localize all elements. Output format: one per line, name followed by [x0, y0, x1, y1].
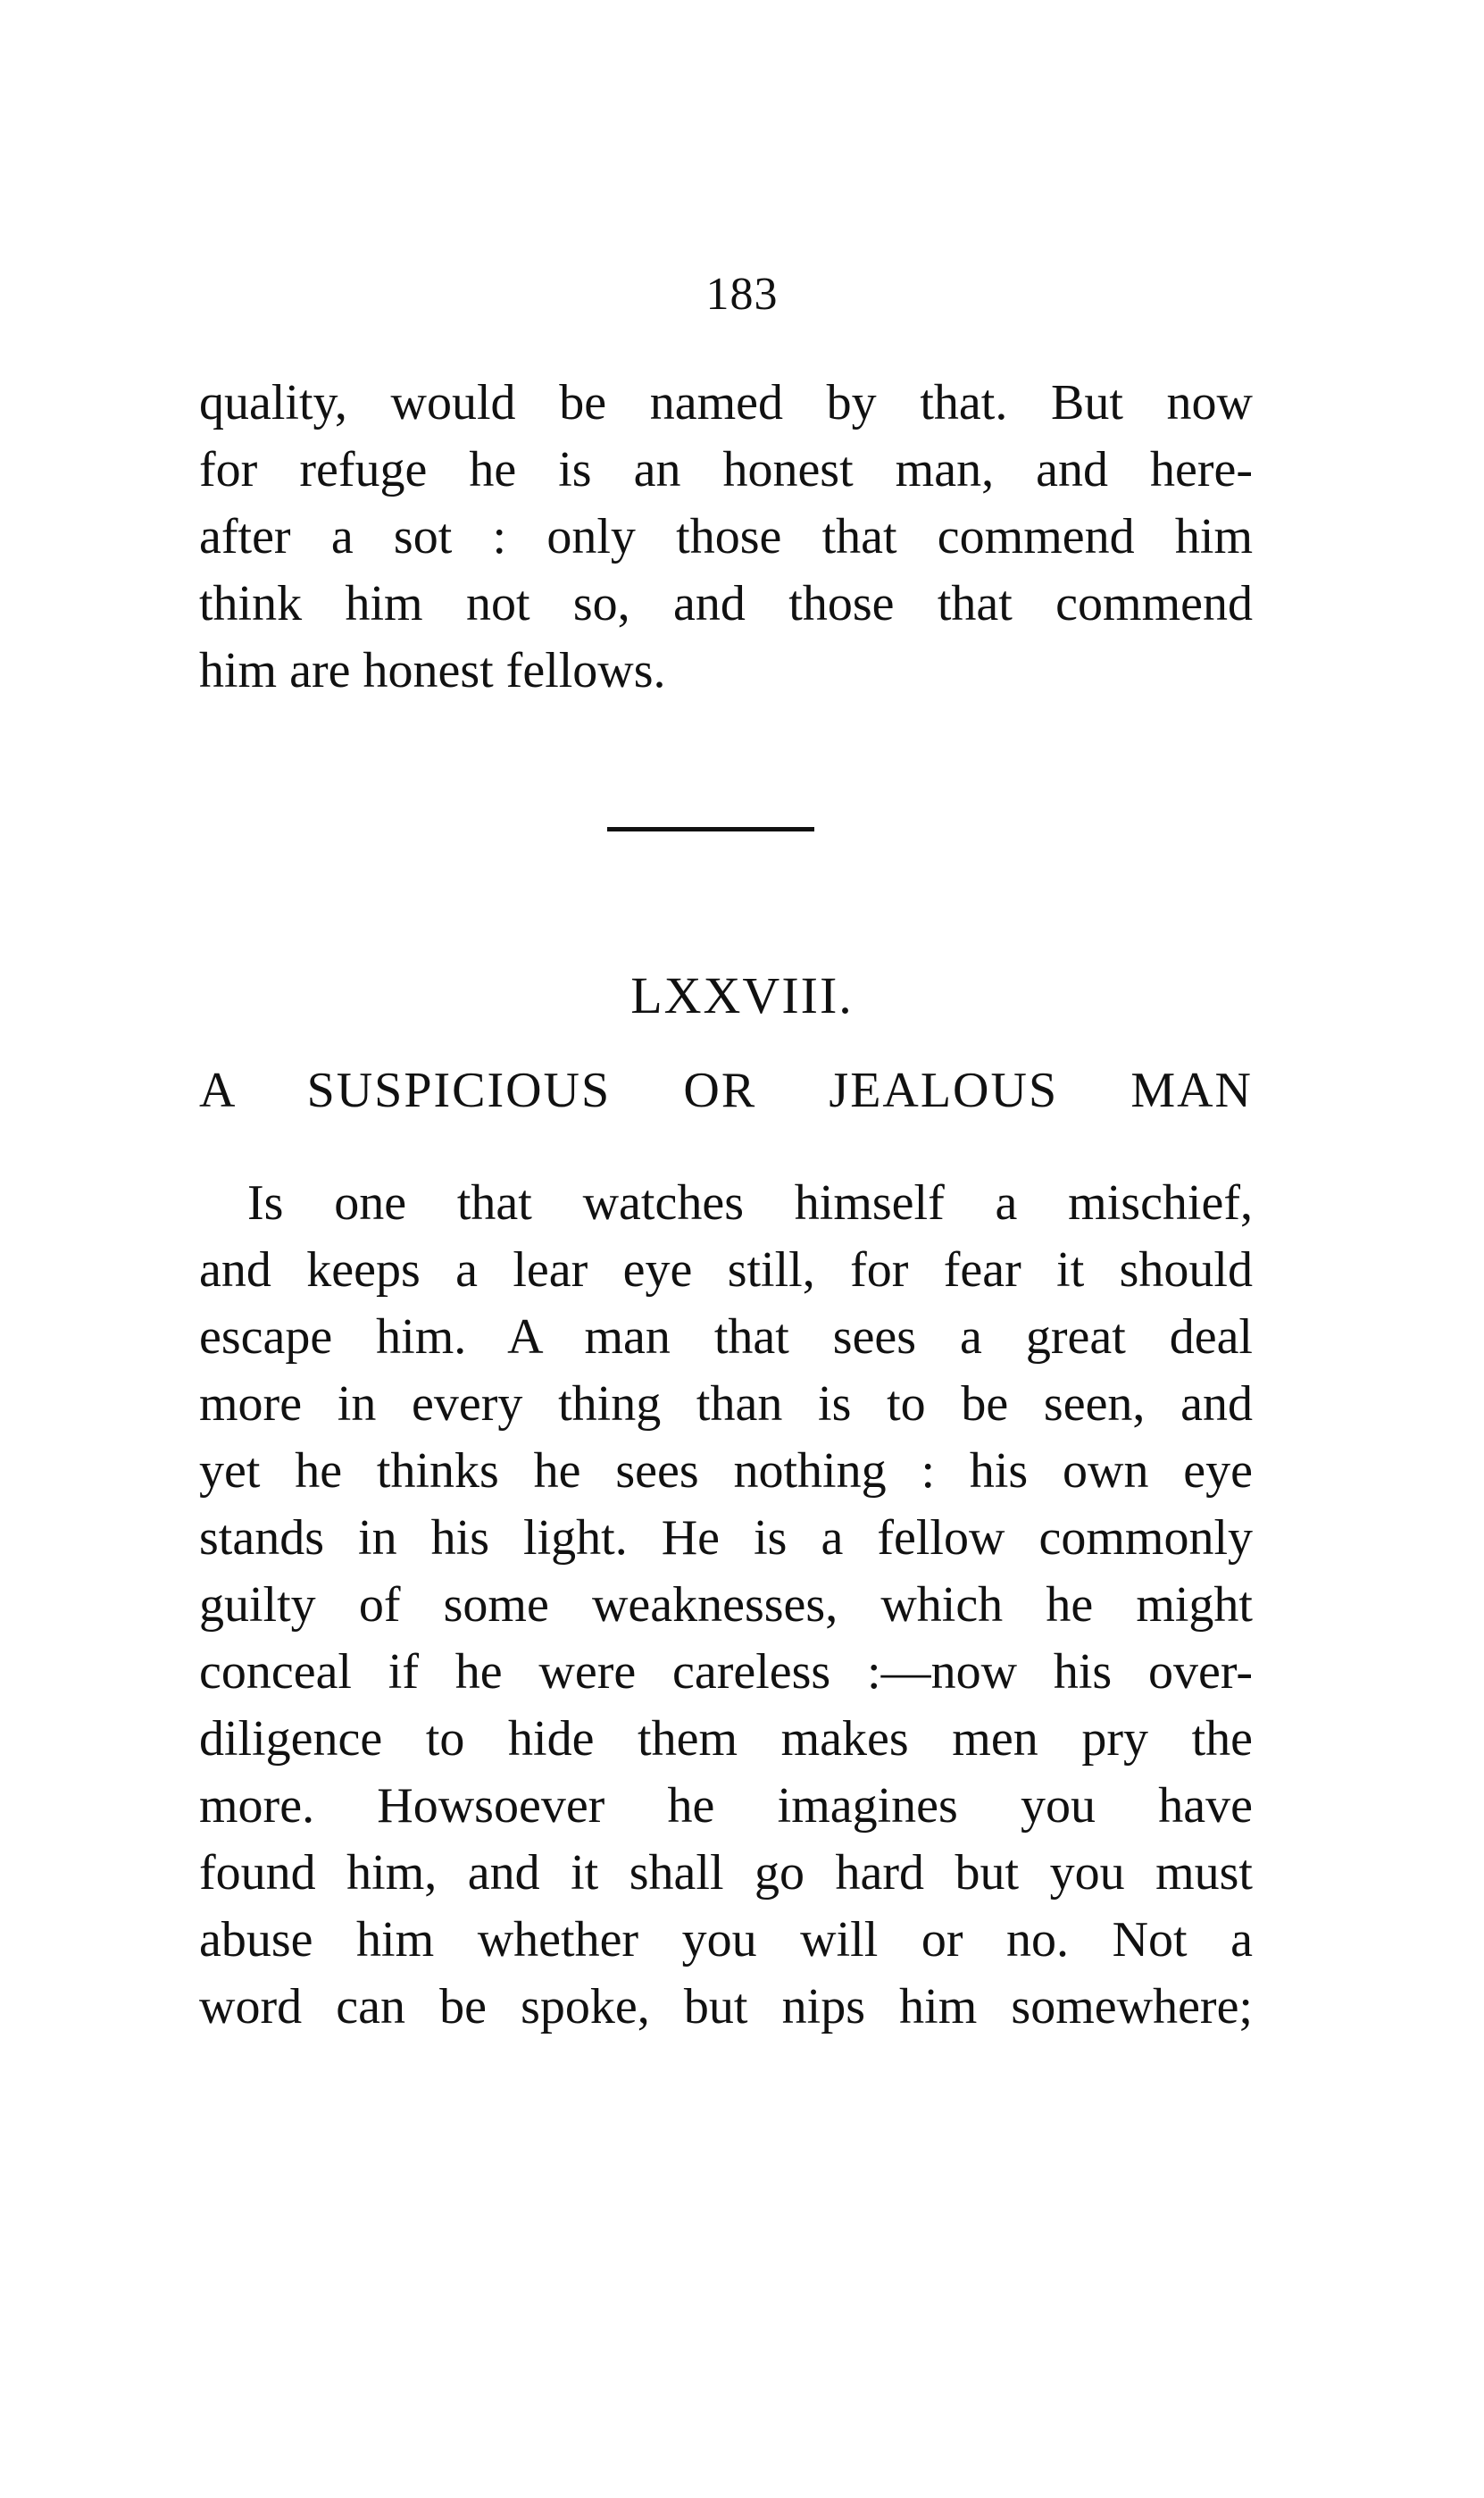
text-line: diligence to hide them makes men pry the [199, 1711, 1253, 1767]
text-line: abuse him whether you will or no. Not a [199, 1912, 1253, 1967]
text-line: more. Howsoever he imagines you have [199, 1778, 1253, 1834]
text-line: yet he thinks he sees nothing : his own eye [199, 1443, 1253, 1499]
text-line: stands in his light. He is a fellow commonly [199, 1510, 1253, 1566]
page-number: 183 [705, 269, 779, 320]
text-line: after a sot : only those that commend him [199, 509, 1253, 564]
text-line: for refuge he is an honest man, and here- [199, 442, 1253, 497]
continued-paragraph [199, 370, 1253, 705]
text-line: conceal if he were careless :—now his over- [199, 1644, 1253, 1700]
section-divider-rule [607, 827, 814, 831]
chapter-number: LXXVIII. [630, 966, 854, 1024]
text-line: found him, and it shall go hard but you must [199, 1845, 1253, 1901]
text-line: more in every thing than is to be seen, and [199, 1376, 1253, 1432]
chapter-title: A SUSPICIOUS OR JEALOUS MAN [199, 1063, 1253, 1118]
text-line: escape him. A man that sees a great deal [199, 1309, 1253, 1365]
essay-paragraph [199, 1170, 1253, 2041]
text-line: Is one that watches himself a mischief, [247, 1175, 1253, 1231]
text-line: think him not so, and those that commend [199, 576, 1253, 631]
text-line: word can be spoke, but nips him somewhere; [199, 1979, 1253, 2034]
text-line: him are honest fellows. [199, 643, 666, 698]
text-line: guilty of some weaknesses, which he might [199, 1577, 1253, 1633]
text-line: and keeps a lear eye still, for fear it should [199, 1242, 1253, 1298]
text-line: quality, would be named by that. But now [199, 375, 1253, 430]
